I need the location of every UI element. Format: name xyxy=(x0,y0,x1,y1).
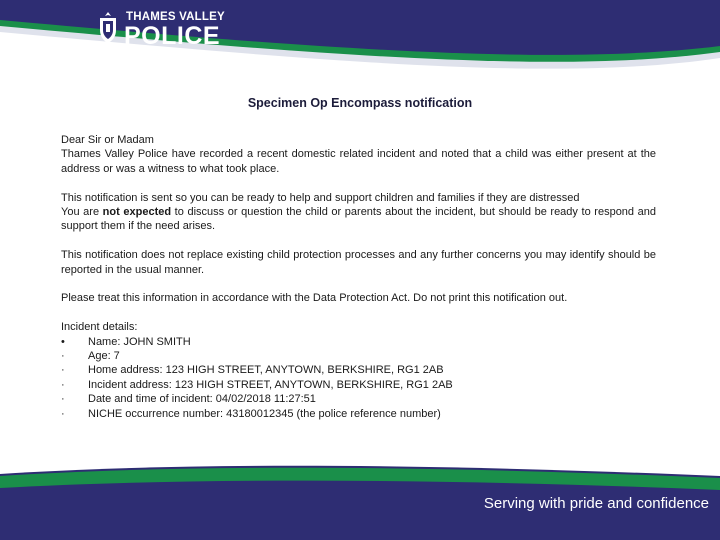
detail-text: NICHE occurrence number: 43180012345 (the police reference number) xyxy=(88,407,441,420)
detail-item-datetime xyxy=(61,392,656,406)
crest-icon xyxy=(96,12,120,44)
details-list xyxy=(61,335,656,421)
paragraph-protection: This notification does not replace existing child protection processes and any further concerns you may identify should be reported in the usual manner. xyxy=(61,249,656,276)
detail-item-incident-address xyxy=(61,378,656,392)
detail-text: Name: JOHN SMITH xyxy=(88,335,191,348)
support-line: This notification is sent so you can be ready to help and support children and families if they are distressed xyxy=(61,191,580,204)
document-title: Specimen Op Encompass notification xyxy=(247,96,473,110)
detail-item-age xyxy=(61,349,656,363)
detail-item-niche-number xyxy=(61,407,656,421)
support-rest: to discuss or question the child or parents about the incident, but should be ready to respond and support them if the need arises. xyxy=(61,206,656,233)
details-heading: Incident details: xyxy=(61,321,138,334)
bullet-icon: · xyxy=(61,378,65,391)
salutation: Dear Sir or Madam xyxy=(61,134,154,146)
detail-text: Incident address: 123 HIGH STREET, ANYTOWN, BERKSHIRE, RG1 2AB xyxy=(88,378,453,391)
not-expected-emphasis: not expected xyxy=(102,206,172,219)
force-logo xyxy=(96,10,236,50)
detail-text: Date and time of incident: 04/02/2018 11:27:51 xyxy=(88,393,316,406)
bullet-icon: · xyxy=(61,393,65,406)
bullet-icon: · xyxy=(61,350,65,363)
incident-details xyxy=(61,320,656,421)
footer-slogan: Serving with pride and confidence xyxy=(483,495,709,512)
detail-item-home-address xyxy=(61,363,656,377)
detail-text: Age: 7 xyxy=(88,350,120,363)
detail-item-name xyxy=(61,335,656,349)
detail-text: Home address: 123 HIGH STREET, ANYTOWN, BERKSHIRE, RG1 2AB xyxy=(88,364,444,377)
bullet-icon: • xyxy=(61,335,65,348)
bullet-icon: · xyxy=(61,407,65,420)
support-prefix: You are xyxy=(61,206,103,219)
paragraph-data-protection: Please treat this information in accordance with the Data Protection Act. Do not print this notification out. xyxy=(61,292,568,305)
letter-body xyxy=(61,133,656,421)
intro-text: Thames Valley Police have recorded a recent domestic related incident and noted that a child was either present at the address or was a witness to what took place. xyxy=(61,148,656,175)
brand-name-main: POLICE xyxy=(124,22,221,50)
brand-name-top: THAMES VALLEY xyxy=(126,11,225,23)
paragraph-intro xyxy=(61,133,656,176)
bullet-icon: · xyxy=(61,364,65,377)
paragraph-support xyxy=(61,191,656,234)
